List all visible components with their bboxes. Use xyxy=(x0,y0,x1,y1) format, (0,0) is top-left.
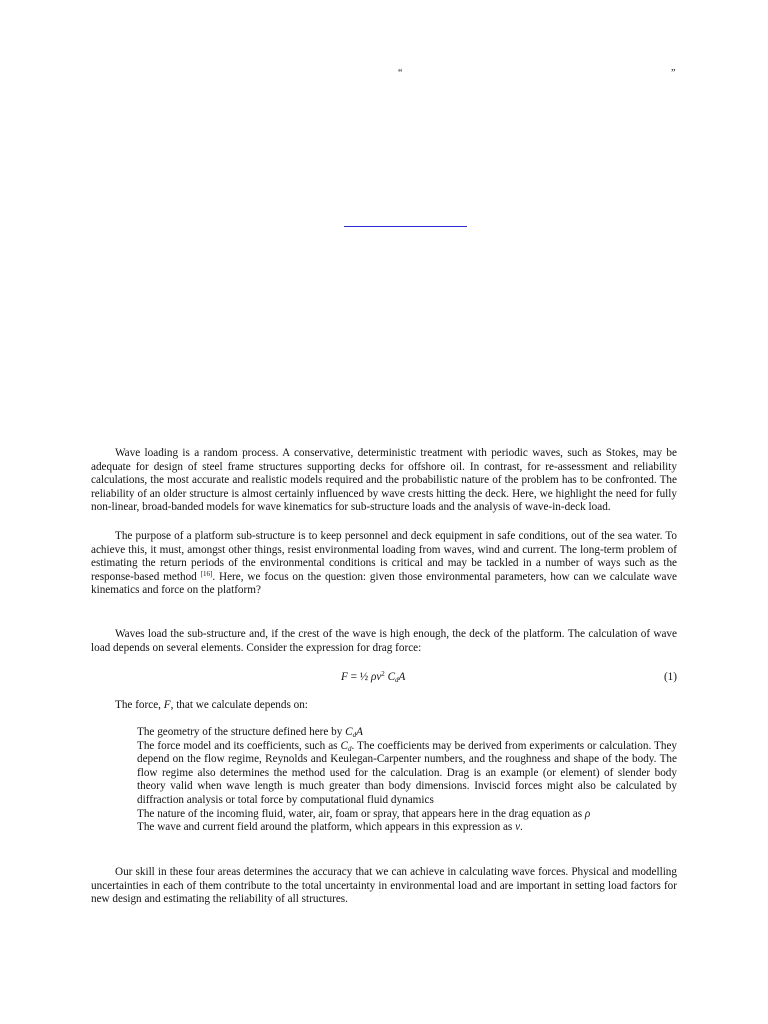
equation-a: A xyxy=(398,671,406,683)
force-dependency-list xyxy=(137,726,677,835)
list-item-force-model-text: . The coefficients may be derived from experiments or calculation. They depend on the flow regime, Reynolds and Keulegan-Carpenter numbers, and the roughness and shape of the body. The flow regime also determines the method used for the calculation. Drag is an example (or element) of slender body theory valid when wave length is much greater than body dimensions. Inviscid forces might also be calculated by diffraction analysis or total force by computational fluid dynamics xyxy=(137,739,677,806)
paragraph-force-depends-tail: , that we calculate depends on: xyxy=(170,699,308,711)
equation-c-sub: d xyxy=(395,676,399,684)
list-item-force-model-lead: The force model and its coefficients, such as xyxy=(137,739,341,752)
paragraph-force-depends-lead: The force, xyxy=(115,699,164,711)
paragraph-platform-purpose-text: The purpose of a platform sub-structure is to keep personnel and deck equipment in safe conditions, out of the sea water. To achieve this, it must, amongst other things, resist environmental loading from waves, wind and current. The long-term problem of estimating the return periods of the environmental conditions is critical and may be tackled in a number of ways such as the response-based method xyxy=(91,530,677,583)
equation-number: (1) xyxy=(663,671,677,683)
reference-16: [16] xyxy=(200,569,213,578)
list-item-wave-field-end: . xyxy=(520,821,523,834)
list-item-force-model xyxy=(137,740,677,808)
list-item-wave-field xyxy=(137,821,677,835)
paragraph-wave-loading: Wave loading is a random process. A conservative, deterministic treatment with periodic waves, such as Stokes, may be adequate for design of steel frame structures supporting decks for offshore oil. In contrast, for re-assessment and reliability calculations, the most accurate and realistic models required and the probabilistic nature of the problem has to be confronted. The reliability of an older structure is almost certainly influenced by wave crests hitting the deck. Here, we highlight the need for fully non-linear, broad-banded models for wave kinematics for sub-structure loads and the analysis of wave-in-deck load. xyxy=(91,447,677,514)
list-item-fluid-symbol: ρ xyxy=(584,807,591,820)
list-item-geometry-sub: d xyxy=(352,731,357,739)
list-item-wave-field-symbol: v xyxy=(515,821,521,834)
paragraph-platform-purpose-tail: . Here, we focus on the question: given those environmental parameters, how can we calculate wave kinematics and force on the platform? xyxy=(91,570,678,597)
list-item-geometry-text: The geometry of the structure defined here by xyxy=(137,726,346,738)
hyperlink-underline xyxy=(344,226,467,227)
drag-force-equation-row xyxy=(91,669,677,685)
list-item-force-model-c: C xyxy=(340,739,348,752)
paragraph-force-depends xyxy=(91,699,677,713)
equation-rho: ρ xyxy=(370,671,377,683)
list-item-fluid-text: The nature of the incoming fluid, water, air, foam or spray, that appears here in the drag equation as xyxy=(137,807,585,820)
list-item-force-model-sub: d xyxy=(347,744,352,753)
force-symbol: F xyxy=(163,699,171,711)
equation-v-power: 2 xyxy=(381,670,385,678)
list-item-geometry-a: A xyxy=(356,726,363,738)
close-quote-mark: ” xyxy=(671,68,676,79)
paragraph-platform-purpose xyxy=(91,530,677,598)
equation-c: C xyxy=(387,671,396,683)
equation-lhs: F xyxy=(341,671,348,683)
list-item-fluid xyxy=(137,808,677,822)
equation-v: v xyxy=(376,671,382,683)
open-quote-mark: “ xyxy=(398,68,403,79)
paragraph-wave-load-intro: Waves load the sub-structure and, if the crest of the wave is high enough, the deck of the platform. The calculation of wave load depends on several elements. Consider the expression for drag force: xyxy=(91,628,677,654)
equation-equals: = ½ xyxy=(347,671,371,683)
drag-force-equation xyxy=(341,669,405,685)
list-item-geometry xyxy=(137,726,677,740)
paragraph-skill-areas: Our skill in these four areas determines the accuracy that we can achieve in calculating wave forces. Physical and modelling uncertainties in each of them contribute to the total uncertainty in environmental load and are important in setting load factors for new design and estimating the reliability of all structures. xyxy=(91,866,677,906)
list-item-geometry-c: C xyxy=(345,726,353,738)
list-item-wave-field-text: The wave and current field around the platform, which appears in this expression as xyxy=(137,821,516,834)
